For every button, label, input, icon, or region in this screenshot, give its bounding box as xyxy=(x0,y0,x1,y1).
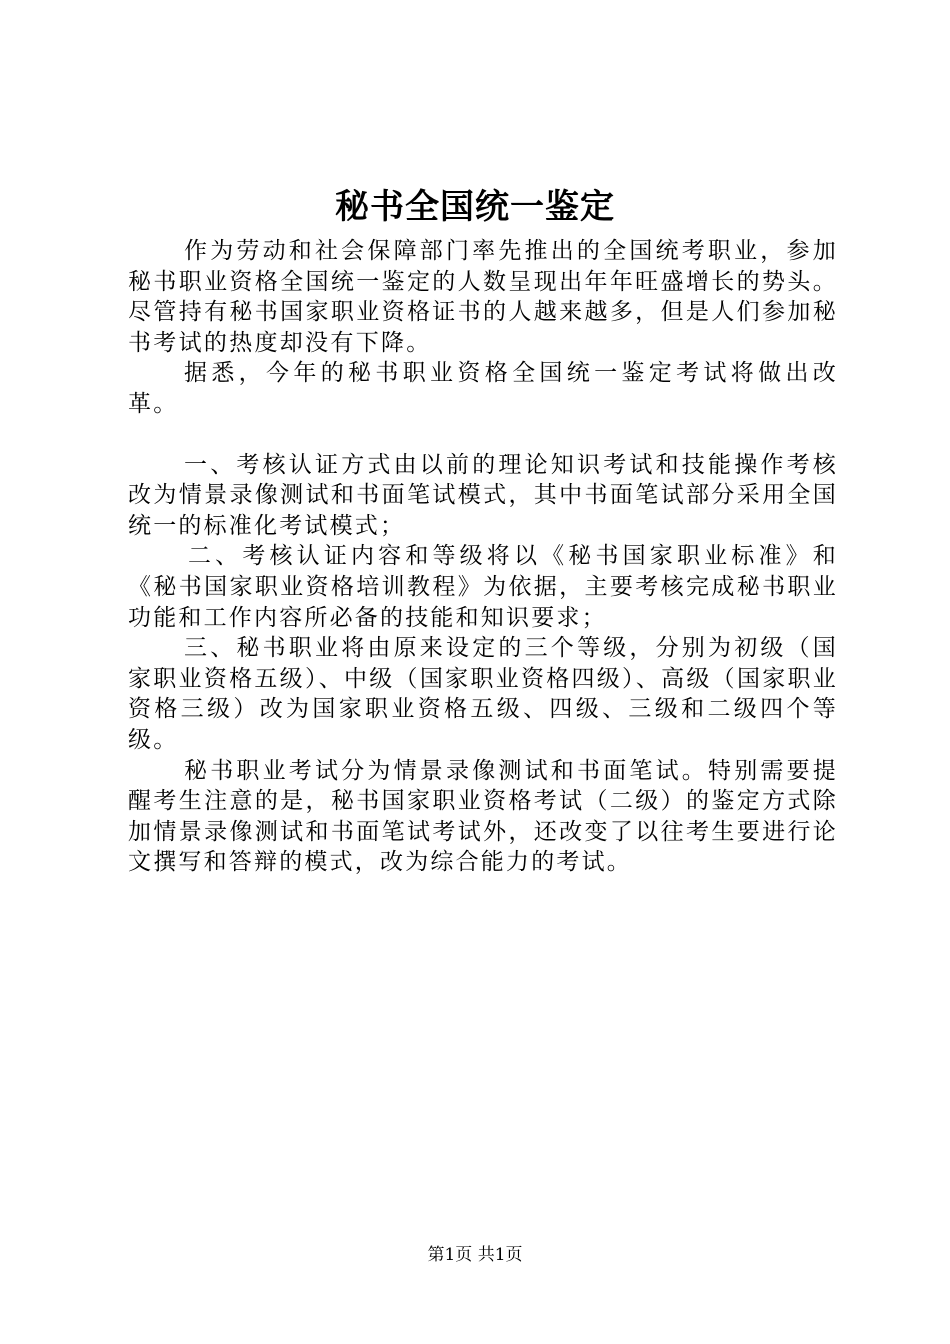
document-title: 秘书全国统一鉴定 xyxy=(335,187,615,227)
paragraph-item-one: 一、考核认证方式由以前的理论知识考试和技能操作考核改为情景录像测试和书面笔试模式，其中书面笔试部分采用全国统一的标准化考试模式； xyxy=(128,451,838,539)
paragraph-item-two: 二、考核认证内容和等级将以《秘书国家职业标准》和《秘书国家职业资格培训教程》为依据，主要考核完成秘书职业功能和工作内容所必备的技能和知识要求； xyxy=(128,543,838,631)
paragraph-item-three: 三、秘书职业将由原来设定的三个等级，分别为初级（国家职业资格五级）、中级（国家职业资格四级）、高级（国家职业资格三级）改为国家职业资格五级、四级、三级和二级四个等级。 xyxy=(128,635,838,753)
paragraph-reform-announcement: 据悉，今年的秘书职业资格全国统一鉴定考试将做出改革。 xyxy=(128,360,838,417)
document-body xyxy=(128,236,838,878)
paragraph-exam-format: 秘书职业考试分为情景录像测试和书面笔试。特别需要提醒考生注意的是，秘书国家职业资格考试（二级）的鉴定方式除加情景录像测试和书面笔试考试外，还改变了以往考生要进行论文撰写和答辩的模式，改为综合能力的考试。 xyxy=(128,757,838,876)
page-footer: 第1页 共1页 xyxy=(427,1245,523,1265)
paragraph-intro: 作为劳动和社会保障部门率先推出的全国统考职业，参加秘书职业资格全国统一鉴定的人数呈现出年年旺盛增长的势头。尽管持有秘书国家职业资格证书的人越来越多，但是人们参加秘书考试的热度却没有下降。 xyxy=(128,238,838,356)
